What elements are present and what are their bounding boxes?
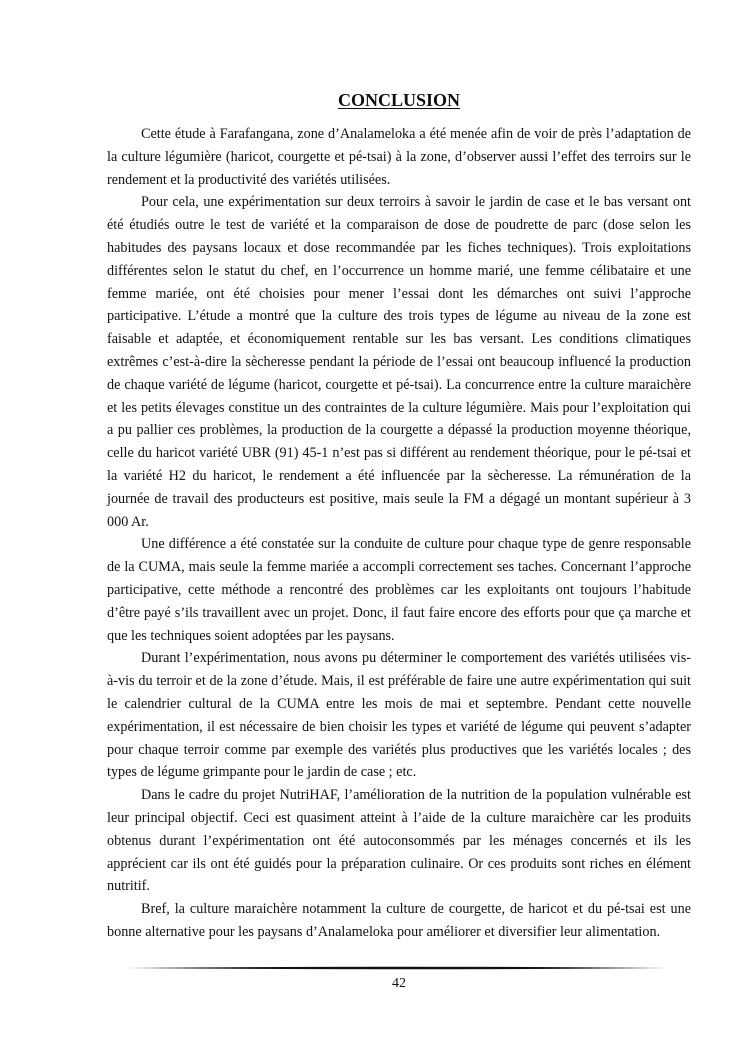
paragraph-methodology: Pour cela, une expérimentation sur deux terroirs à savoir le jardin de case et le bas versant ont été étudiés outre le test de variété et la comparaison de dose de poudrette de parc (dose selon les habitudes des paysans locaux et dose recommandée par les fiches techniques). Trois exploitations différentes selon le statut du chef, en l’occurrence un homme marié, une femme célibataire et une femme mariée, ont été choisies pour mener l’essai dont les démarches ont suivi l’approche participative. L’étude a montré que la culture des trois types de légume au niveau de la zone est faisable et adaptée, et économiquement rentable sur les bas versant. Les conditions climatiques extrêmes c’est-à-dire la sècheresse pendant la période de l’essai ont beaucoup influencé la production de chaque variété de légume (haricot, courgette et pé-tsai). La concurrence entre la culture maraichère et les petits élevages constitue un des contraintes de la culture légumière. Mais pour l’exploitation qui a pu pallier ces problèmes, la production de la courgette a dépassé la production moyenne théorique, celle du haricot variété UBR (91) 45-1 n’est pas si différent au rendement théorique, pour le pé-tsai et la variété H2 du haricot, le rendement a été influencée par la sècheresse. La rémunération de la journée de travail des producteurs est positive, mais seule la FM a dégagé un montant supérieur à 3 000 Ar. (107, 194, 691, 530)
page-number: 42 (392, 976, 406, 991)
paragraph-summary: Bref, la culture maraichère notamment la culture de courgette, de haricot et du pé-tsai est une bonne alternative pour les paysans d’Analameloka pour améliorer et diversifier leur alimentation. (107, 901, 691, 940)
paragraph-nutrihaf: Dans le cadre du projet NutriHAF, l’amélioration de la nutrition de la population vulnérable est leur principal objectif. Ceci est quasiment atteint à l’aide de la culture maraichère car les produits obtenus durant l’expérimentation ont été autoconsommés par les ménages concernés et ils les apprécient car ils ont été guidés pour la préparation culinaire. Or ces produits sont riches en élément nutritif. (107, 787, 691, 895)
paragraph-differences: Une différence a été constatée sur la conduite de culture pour chaque type de genre responsable de la CUMA, mais seule la femme mariée a accompli correctement ses taches. Concernant l’approche participative, cette méthode a rencontré des problèmes car les exploitants ont toujours l’habitude d’être payé s’ils travaillent avec un projet. Donc, il faut faire encore des efforts pour que ça marche et que les techniques soient adoptées par les paysans. (107, 536, 691, 644)
paragraph-recommendations: Durant l’expérimentation, nous avons pu déterminer le comportement des variétés utilisées vis-à-vis du terroir et de la zone d’étude. Mais, il est préférable de faire une autre expérimentation qui suit le calendrier cultural de la CUMA entre les mois de mai et septembre. Pendant cette nouvelle expérimentation, il est nécessaire de bien choisir les types et variété de légume qui peuvent s’adapter pour chaque terroir comme par exemple des variétés plus productives que les variétés locales ; des types de légume grimpante pour le jardin de case ; etc. (107, 650, 691, 781)
page-title: CONCLUSION (337, 90, 461, 110)
footer-divider (128, 966, 668, 970)
conclusion-body (107, 123, 691, 944)
footer-divider-shape (128, 966, 668, 970)
paragraph-intro: Cette étude à Farafangana, zone d’Analameloka a été menée afin de voir de près l’adaptation de la culture légumière (haricot, courgette et pé-tsai) à la zone, d’observer aussi l’effet des terroirs sur le rendement et la productivité des variétés utilisées. (107, 126, 691, 188)
